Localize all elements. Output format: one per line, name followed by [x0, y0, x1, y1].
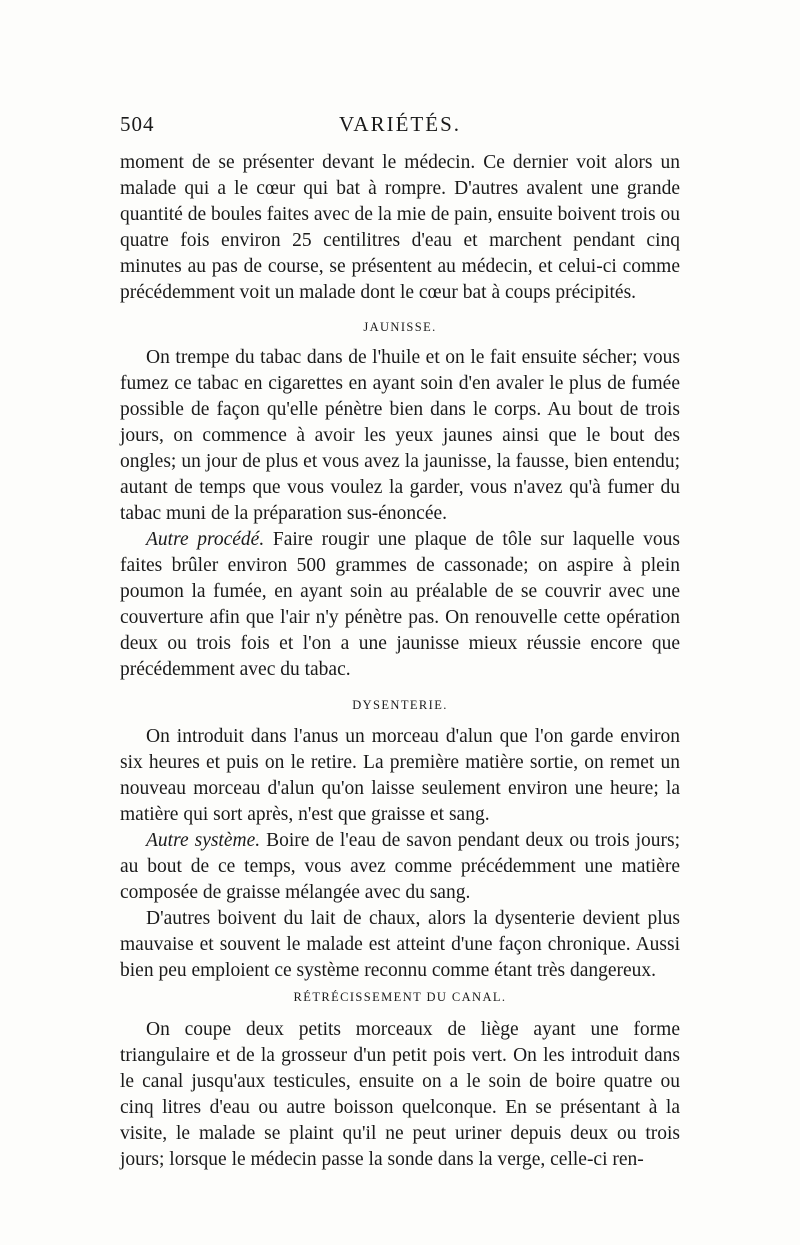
- jaunisse-variant-text: Faire rougir une plaque de tôle sur laquelle vous faites brûler environ 500 grammes de cassonade; on aspire à plein poumon la fumée, en ayant soin au préalable de se couvrir avec une couverture afin que l'air n'y pénètre pas. On renouvelle cette opération deux ou trois fois et l'on a une jaunisse mieux réussie encore que précédemment avec du tabac.: [120, 529, 680, 680]
- section-heading-dysenterie: DYSENTERIE.: [352, 698, 448, 712]
- running-title: VARIÉTÉS.: [338, 112, 462, 136]
- dysenterie-variant-label: Autre système.: [146, 830, 261, 851]
- opening-paragraph: moment de se présenter devant le médecin. Ce dernier voit alors un malade qui a le cœur qui bat à rompre. D'autres avalent une grande quantité de boules faites avec de la mie de pain, ensuite boivent trois ou quatre fois environ 25 centilitres d'eau et marchent pendant cinq minutes au pas de course, se présentent au médecin, et celui-ci comme précédemment voit un malade dont le cœur bat à coups précipités.: [120, 152, 680, 303]
- dysenterie-paragraph-2: [120, 828, 680, 906]
- retrecissement-paragraph-1: On coupe deux petits morceaux de liège ayant une forme triangulaire et de la grosseur d'un petit pois vert. On les introduit dans le canal jusqu'aux testicules, ensuite on a le soin de boire quatre ou cinq litres d'eau ou autre boisson quelconque. En se présentant à la visite, le malade se plaint qu'il ne peut uriner depuis deux ou trois jours; lorsque le médecin passe la sonde dans la verge, celle-ci ren-: [120, 1019, 680, 1170]
- page-header: [120, 112, 680, 142]
- body-text: [120, 150, 680, 1173]
- dysenterie-variant-text: Boire de l'eau de savon pendant deux ou trois jours; au bout de ce temps, vous avez comme précédemment une matière composée de graisse mélangée avec du sang.: [120, 830, 680, 903]
- section-heading-jaunisse: JAUNISSE.: [363, 320, 437, 334]
- section-heading-retrecissement: RÉTRÉCISSEMENT DU CANAL.: [293, 990, 507, 1004]
- jaunisse-paragraph-2: [120, 527, 680, 683]
- jaunisse-paragraph-1: On trempe du tabac dans de l'huile et on le fait ensuite sécher; vous fumez ce tabac en cigarettes en ayant soin d'en avaler le plus de fumée possible de façon qu'elle pénètre bien dans le corps. Au bout de trois jours, on commence à avoir les yeux jaunes ainsi que le bout des ongles; un jour de plus et vous avez la jaunisse, la fausse, bien entendu; autant de temps que vous voulez la garder, vous n'avez qu'à fumer du tabac muni de la préparation sus-énoncée.: [120, 347, 680, 524]
- page-number: 504: [120, 112, 155, 136]
- dysenterie-paragraph-1: On introduit dans l'anus un morceau d'alun que l'on garde environ six heures et puis on le retire. La première matière sortie, on remet un nouveau morceau d'alun qu'on laisse seulement environ une heure; la matière qui sort après, n'est que graisse et sang.: [120, 726, 680, 825]
- dysenterie-paragraph-3: D'autres boivent du lait de chaux, alors la dysenterie devient plus mauvaise et souvent le malade est atteint d'une façon chronique. Aussi bien peu emploient ce système reconnu comme étant très dangereux.: [120, 908, 680, 981]
- jaunisse-variant-label: Autre procédé.: [146, 529, 265, 550]
